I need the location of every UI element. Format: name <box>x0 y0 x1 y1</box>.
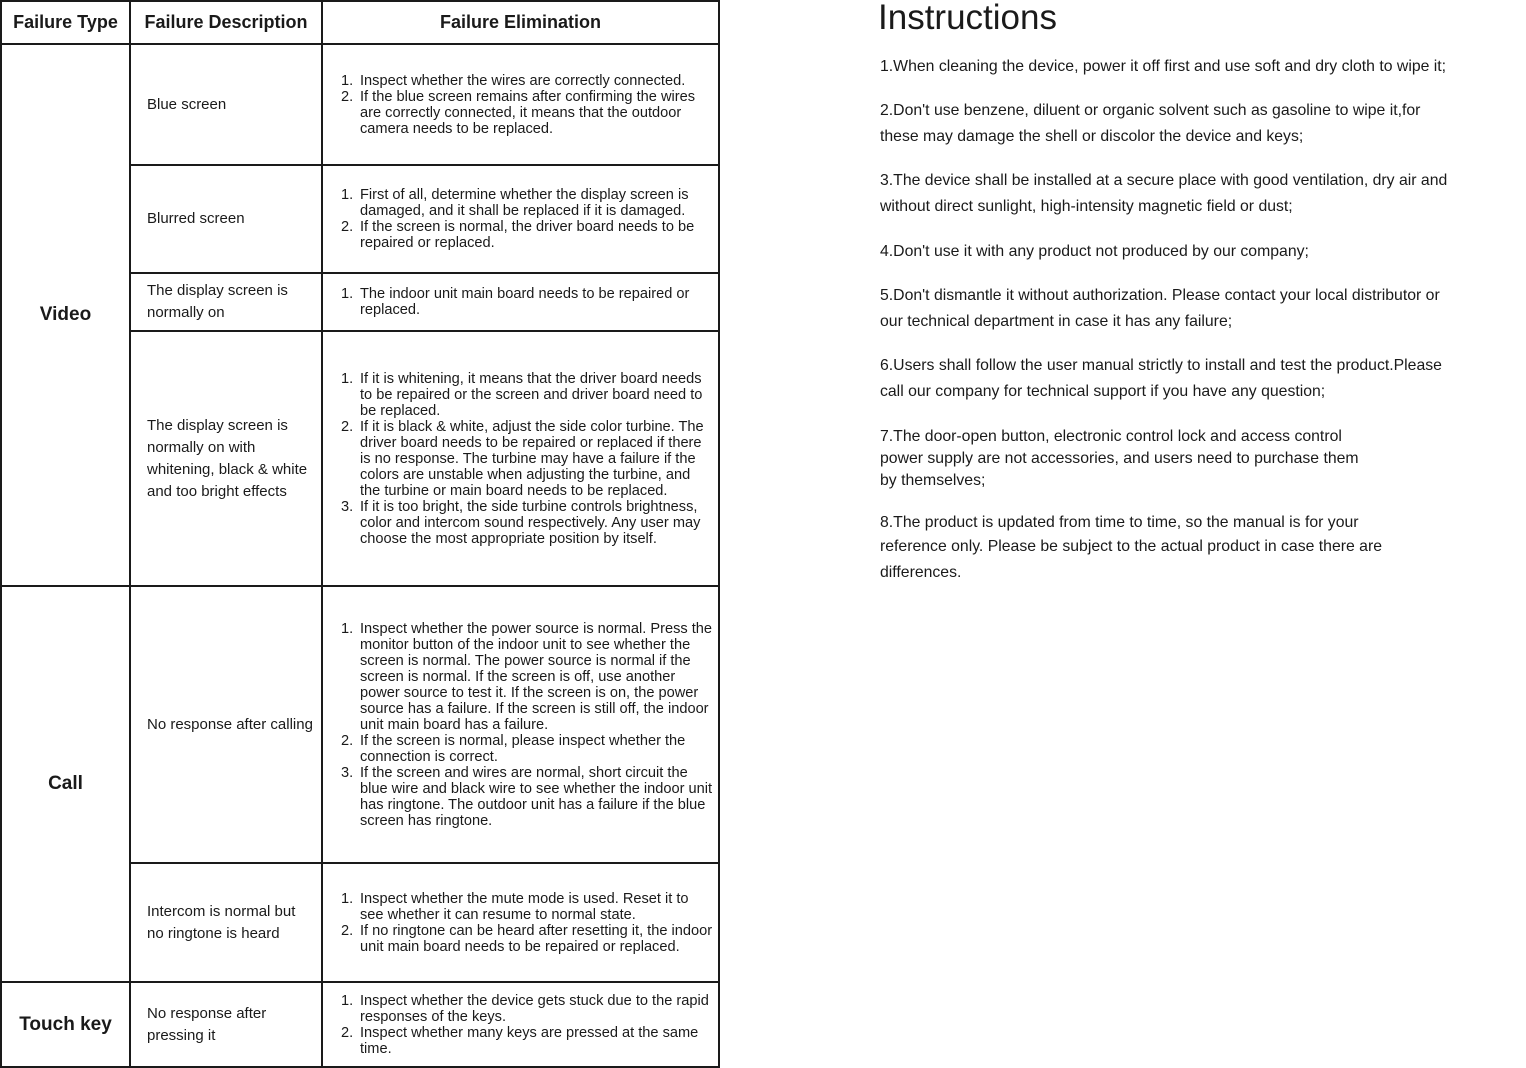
instruction-line: call our company for technical support if you have any question; <box>880 383 1326 400</box>
header-failure-elimination: Failure Elimination <box>439 12 602 32</box>
instruction-line: these may damage the shell or discolor the device and keys; <box>880 128 1304 145</box>
instruction-item <box>880 283 1440 335</box>
failure-elimination <box>323 274 718 330</box>
elimination-step: 2. If it is black & white, adjust the side color turbine. The driver board needs to be repaired or replaced if there is no response. The turbine may have a failure if the colors are unstable when adjusting the turbine, and the turbine or main board needs to be replaced. <box>341 418 704 499</box>
failure-type-call: Call <box>48 773 83 794</box>
instruction-item <box>880 353 1442 405</box>
elimination-steps <box>341 621 714 829</box>
table-border-right <box>718 0 720 1068</box>
instructions-title: Instructions <box>878 0 1057 37</box>
elimination-steps <box>341 891 714 955</box>
instruction-item <box>880 54 1446 80</box>
failure-description: The display screen is normally on <box>147 282 288 321</box>
instruction-item <box>880 98 1420 150</box>
instruction-line: differences. <box>880 564 962 581</box>
instruction-item <box>880 426 1359 492</box>
failure-elimination <box>323 587 718 862</box>
instruction-line: 3.The device shall be installed at a secure place with good ventilation, dry air and <box>880 172 1448 189</box>
failure-description: No response after pressing it <box>147 1004 267 1044</box>
elimination-step: 2. If the screen is normal, the driver board needs to be repaired or replaced. <box>341 219 695 251</box>
elimination-step: 1. The indoor unit main board needs to be repaired or replaced. <box>341 286 690 318</box>
header-failure-type: Failure Type <box>13 12 118 32</box>
failure-description: Blue screen <box>147 95 227 113</box>
elimination-steps <box>341 73 714 137</box>
instruction-line: by themselves; <box>880 472 986 489</box>
instruction-line: power supply are not accessories, and users need to purchase them <box>880 450 1359 467</box>
instruction-line: without direct sunlight, high-intensity magnetic field or dust; <box>880 198 1293 215</box>
elimination-step: 1. Inspect whether the wires are correctly connected. <box>341 72 686 89</box>
elimination-step: 2. If no ringtone can be heard after resetting it, the indoor unit main board needs to be repaired or replaced. <box>341 922 713 955</box>
header-failure-description: Failure Description <box>144 12 308 32</box>
elimination-step: 1. Inspect whether the mute mode is used. Reset it to see whether it can resume to normal state. <box>341 890 689 923</box>
failure-elimination <box>323 45 718 164</box>
failure-elimination <box>323 983 718 1066</box>
instruction-line: 5.Don't dismantle it without authorization. Please contact your local distributor or <box>880 287 1440 304</box>
failure-elimination <box>323 864 718 981</box>
elimination-steps <box>341 371 714 547</box>
elimination-step: 1. First of all, determine whether the display screen is damaged, and it shall be replaced if it is damaged. <box>341 187 689 219</box>
failure-description: Blurred screen <box>147 210 245 227</box>
elimination-step: 3. If it is too bright, the side turbine controls brightness, color and intercom sound respectively. Any user may choose the most appropriate position by itself. <box>341 498 701 547</box>
elimination-step: 3. If the screen and wires are normal, short circuit the blue wire and black wire to see whether the indoor unit has ringtone. The outdoor unit has a failure if the blue screen has ringtone. <box>341 764 713 829</box>
elimination-steps <box>341 187 714 251</box>
instruction-item <box>880 168 1447 220</box>
failure-type-video: Video <box>39 304 92 325</box>
troubleshooting-table <box>0 0 720 1068</box>
elimination-step: 1. Inspect whether the power source is normal. Press the monitor button of the indoor unit to see whether the screen is normal. The power source is normal if the screen is normal. If the screen is off, use another power source to test it. If the screen is on, the power source has a failure. If the screen is still off, the indoor unit main board has a failure. <box>341 620 713 733</box>
instruction-line: 6.Users shall follow the user manual strictly to install and test the product.Please <box>880 357 1442 374</box>
instruction-line: 8.The product is updated from time to time, so the manual is for your <box>880 514 1359 531</box>
instruction-line: our technical department in case it has any failure; <box>880 313 1233 330</box>
instruction-line: reference only. Please be subject to the actual product in case there are <box>880 538 1382 555</box>
elimination-steps <box>341 286 714 318</box>
elimination-step: 2. Inspect whether many keys are pressed at the same time. <box>341 1024 699 1057</box>
failure-type-touch-key: Touch key <box>19 1013 112 1035</box>
elimination-step: 1. If it is whitening, it means that the driver board needs to be repaired or the screen and driver board need to be replaced. <box>341 370 703 419</box>
failure-description: The display screen is normally on with whitening, black & white and too bright effects <box>147 416 308 500</box>
failure-description: No response after calling <box>147 715 313 733</box>
elimination-step: 2. If the screen is normal, please inspect whether the connection is correct. <box>341 732 686 765</box>
instruction-line: 4.Don't use it with any product not produced by our company; <box>880 243 1309 260</box>
failure-elimination <box>323 332 718 585</box>
instruction-item <box>880 512 1382 586</box>
elimination-step: 1. Inspect whether the device gets stuck due to the rapid responses of the keys. <box>341 992 709 1025</box>
instruction-line: 1.When cleaning the device, power it off first and use soft and dry cloth to wipe it; <box>880 58 1447 75</box>
instruction-item <box>880 239 1309 265</box>
instruction-line: 7.The door-open button, electronic control lock and access control <box>880 428 1342 445</box>
elimination-step: 2. If the blue screen remains after confirming the wires are correctly connected, it means that the outdoor camera needs to be replaced. <box>341 88 695 137</box>
failure-elimination <box>323 166 718 272</box>
instruction-line: 2.Don't use benzene, diluent or organic solvent such as gasoline to wipe it,for <box>880 102 1421 119</box>
failure-description: Intercom is normal but no ringtone is heard <box>147 902 296 942</box>
elimination-steps <box>341 993 714 1057</box>
